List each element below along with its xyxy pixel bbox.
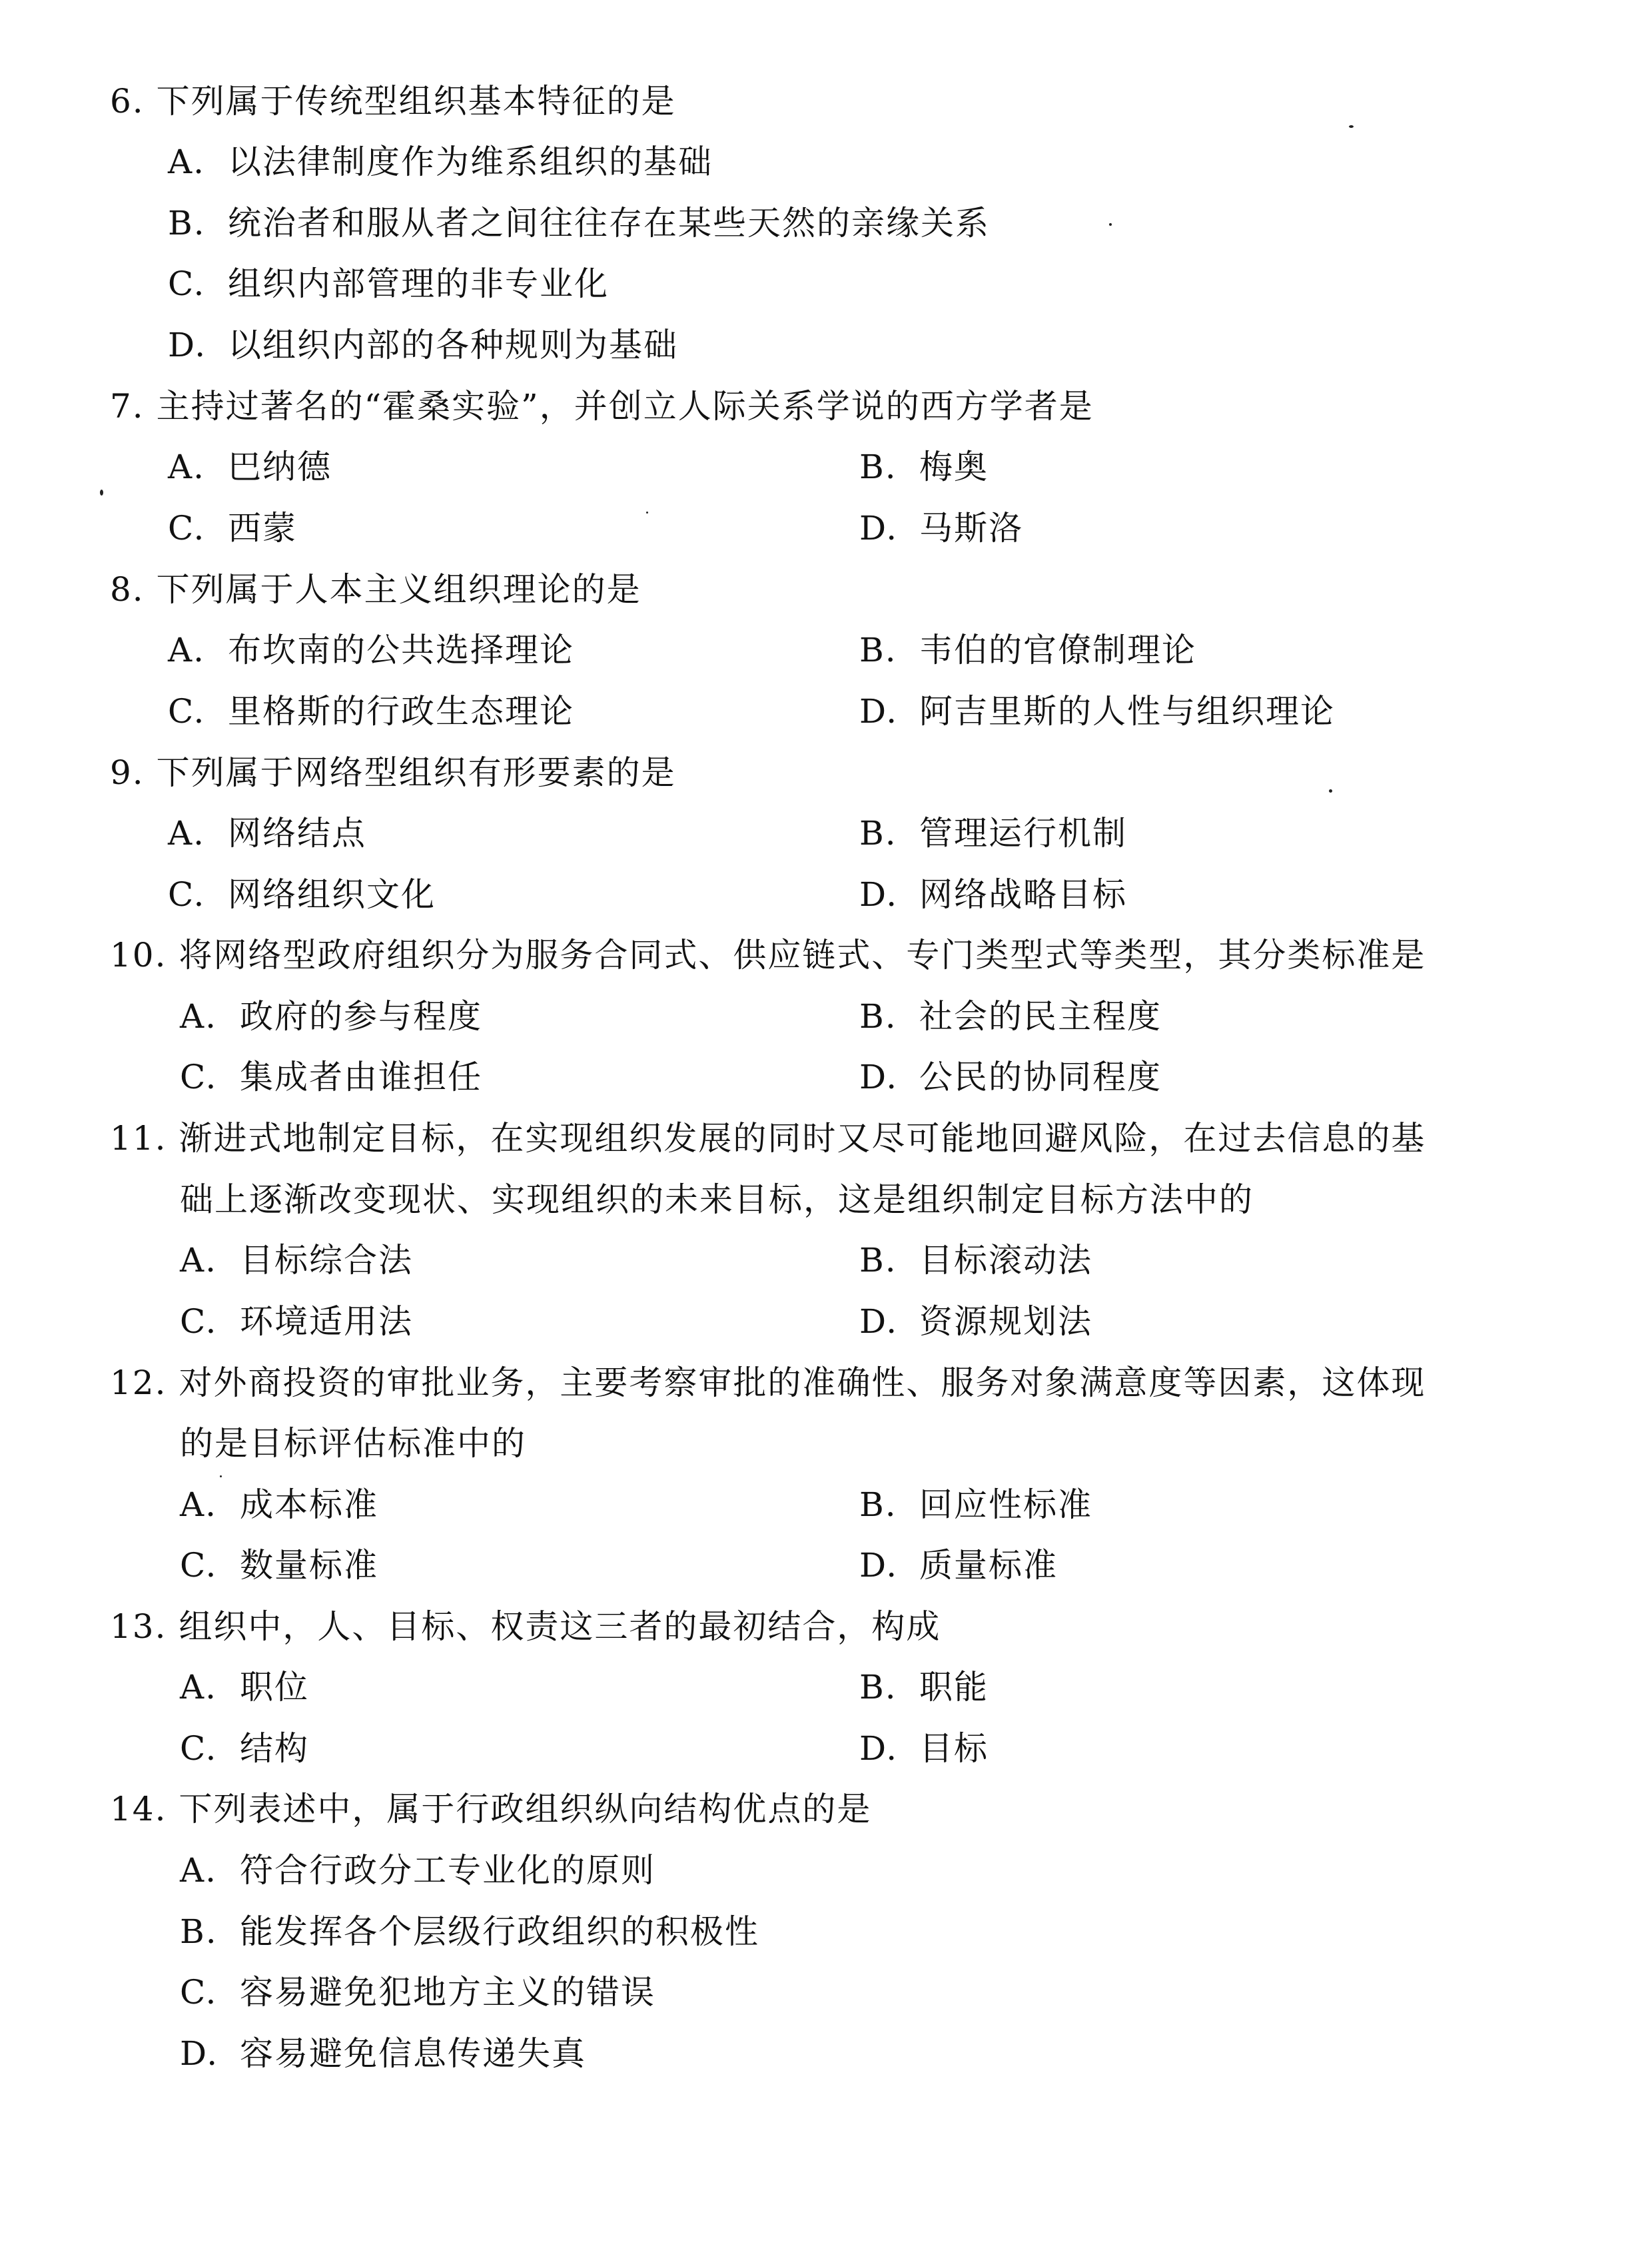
option-letter: B.	[859, 631, 897, 669]
option-letter: B.	[859, 448, 897, 486]
question-7-option-b	[859, 447, 989, 487]
option-text: 社会的民主程度	[919, 997, 1162, 1036]
question-13-option-b	[859, 1667, 989, 1707]
option-letter: A.	[168, 814, 206, 853]
option-text: 目标滚动法	[919, 1241, 1092, 1280]
option-text: 环境适用法	[240, 1302, 413, 1341]
option-letter: C.	[168, 692, 206, 731]
question-text: 下列属于传统型组织基本特征的是	[156, 82, 676, 121]
question-12-option-d	[859, 1545, 1058, 1585]
question-9-option-b	[859, 813, 1127, 853]
scan-speck	[1349, 125, 1354, 128]
option-letter: C.	[180, 1729, 218, 1768]
option-letter: D.	[180, 2034, 219, 2073]
question-8-option-b	[859, 630, 1196, 670]
question-text: 下列属于人本主义组织理论的是	[156, 570, 641, 609]
option-letter: A.	[180, 1851, 218, 1890]
question-number: 12.	[110, 1363, 167, 1402]
question-number: 6.	[110, 82, 145, 121]
question-9-option-a	[168, 813, 366, 853]
option-text: 符合行政分工专业化的原则	[240, 1851, 655, 1890]
option-letter: D.	[859, 1302, 899, 1341]
option-text: 阿吉里斯的人性与组织理论	[919, 692, 1335, 731]
option-letter: C.	[180, 1973, 218, 2012]
option-letter: A.	[180, 1485, 218, 1524]
question-11-stem	[110, 1118, 1426, 1158]
question-13-stem	[110, 1607, 941, 1647]
question-6-option-a	[168, 142, 713, 182]
option-letter: B.	[859, 1241, 897, 1280]
option-text: 以法律制度作为维系组织的基础	[228, 143, 713, 181]
question-11-option-a	[180, 1240, 413, 1280]
option-text: 职位	[240, 1668, 309, 1706]
question-12-option-c	[180, 1545, 378, 1585]
option-text: 数量标准	[240, 1546, 378, 1585]
question-7-option-d	[859, 508, 1023, 548]
question-10-option-a	[180, 996, 482, 1036]
option-letter: C.	[180, 1058, 218, 1096]
option-text: 里格斯的行政生态理论	[228, 692, 574, 731]
option-text: 韦伯的官僚制理论	[919, 631, 1196, 669]
question-text: 对外商投资的审批业务，主要考察审批的准确性、服务对象满意度等因素，这体现	[179, 1363, 1426, 1402]
question-12-option-b	[859, 1485, 1092, 1525]
question-number: 10.	[110, 936, 167, 974]
option-text: 马斯洛	[919, 509, 1023, 548]
option-text: 以组织内部的各种规则为基础	[228, 326, 678, 364]
option-text: 回应性标准	[919, 1485, 1092, 1524]
option-letter: D.	[859, 509, 899, 548]
question-9-option-d	[859, 875, 1127, 915]
question-number: 8.	[110, 570, 145, 609]
question-6-stem	[110, 81, 676, 121]
question-14-option-c	[180, 1972, 655, 2012]
question-11-stem-line-2	[180, 1180, 1254, 1220]
option-text: 网络组织文化	[228, 875, 436, 914]
option-letter: D.	[859, 1058, 899, 1096]
question-11-option-d	[859, 1302, 1092, 1341]
option-text: 质量标准	[919, 1546, 1058, 1585]
scan-speck	[1329, 789, 1332, 793]
option-letter: C.	[168, 875, 206, 914]
question-10-option-d	[859, 1057, 1162, 1097]
scan-speck	[220, 1475, 222, 1477]
option-letter: A.	[168, 143, 206, 181]
option-text: 布坎南的公共选择理论	[228, 631, 574, 669]
question-number: 11.	[110, 1119, 167, 1158]
option-text: 能发挥各个层级行政组织的积极性	[240, 1912, 759, 1951]
option-text: 网络战略目标	[919, 875, 1127, 914]
option-letter: B.	[168, 204, 206, 242]
option-letter: C.	[168, 264, 206, 303]
question-10-stem	[110, 935, 1426, 975]
option-letter: B.	[859, 814, 897, 853]
question-8-option-c	[168, 691, 574, 731]
question-8-option-a	[168, 630, 574, 670]
question-13-option-a	[180, 1667, 309, 1707]
option-text: 组织内部管理的非专业化	[228, 264, 609, 303]
question-6-option-b	[168, 203, 990, 243]
question-7-stem	[110, 386, 1094, 426]
option-text: 结构	[240, 1729, 309, 1768]
option-letter: D.	[859, 1729, 899, 1768]
option-text: 西蒙	[228, 509, 297, 548]
option-text: 巴纳德	[228, 448, 332, 486]
option-letter: A.	[168, 631, 206, 669]
option-letter: B.	[859, 1485, 897, 1524]
option-letter: C.	[180, 1302, 218, 1341]
option-text: 公民的协同程度	[919, 1058, 1162, 1096]
option-letter: A.	[168, 448, 206, 486]
question-text: 下列属于网络型组织有形要素的是	[156, 753, 676, 792]
option-text: 职能	[919, 1668, 989, 1706]
question-11-option-c	[180, 1302, 413, 1341]
question-text: 将网络型政府组织分为服务合同式、供应链式、专门类型式等类型，其分类标准是	[179, 936, 1426, 974]
question-7-option-c	[168, 508, 297, 548]
option-letter: D.	[859, 875, 899, 914]
question-text: 主持过著名的“霍桑实验”，并创立人际关系学说的西方学者是	[156, 387, 1094, 426]
question-7-option-a	[168, 447, 332, 487]
option-letter: D.	[168, 326, 207, 364]
option-text: 成本标准	[240, 1485, 378, 1524]
option-letter: B.	[859, 997, 897, 1036]
question-9-option-c	[168, 875, 436, 915]
option-text: 网络结点	[228, 814, 366, 853]
question-14-option-b	[180, 1912, 759, 1952]
question-6-option-c	[168, 264, 609, 304]
question-8-stem	[110, 569, 641, 609]
option-text: 容易避免信息传递失真	[240, 2034, 586, 2073]
scan-speck	[100, 490, 103, 496]
question-14-option-d	[180, 2034, 586, 2073]
question-6-option-d	[168, 325, 678, 365]
question-text: 渐进式地制定目标，在实现组织发展的同时又尽可能地回避风险，在过去信息的基	[179, 1119, 1426, 1158]
question-13-option-d	[859, 1728, 989, 1768]
question-number: 14.	[110, 1790, 167, 1828]
question-9-stem	[110, 753, 676, 793]
question-text: 的是目标评估标准中的	[180, 1424, 526, 1463]
question-text: 组织中，人、目标、权责这三者的最初结合，构成	[179, 1607, 941, 1646]
question-10-option-b	[859, 996, 1162, 1036]
question-14-stem	[110, 1789, 871, 1829]
option-text: 政府的参与程度	[240, 997, 482, 1036]
scan-speck	[646, 512, 648, 514]
option-letter: A.	[180, 1241, 218, 1280]
option-text: 目标综合法	[240, 1241, 413, 1280]
question-12-stem-line-2	[180, 1423, 526, 1463]
option-text: 管理运行机制	[919, 814, 1127, 853]
option-letter: B.	[180, 1912, 218, 1951]
option-text: 梅奥	[919, 448, 989, 486]
option-letter: B.	[859, 1668, 897, 1706]
option-letter: C.	[180, 1546, 218, 1585]
question-number: 7.	[110, 387, 145, 426]
option-text: 目标	[919, 1729, 989, 1768]
question-8-option-d	[859, 691, 1335, 731]
question-13-option-c	[180, 1728, 309, 1768]
option-text: 资源规划法	[919, 1302, 1092, 1341]
option-letter: D.	[859, 692, 899, 731]
question-number: 13.	[110, 1607, 167, 1646]
question-12-stem	[110, 1363, 1426, 1403]
option-letter: C.	[168, 509, 206, 548]
option-text: 集成者由谁担任	[240, 1058, 482, 1096]
question-text: 下列表述中，属于行政组织纵向结构优点的是	[179, 1790, 872, 1828]
option-letter: D.	[859, 1546, 899, 1585]
question-text: 础上逐渐改变现状、实现组织的未来目标，这是组织制定目标方法中的	[180, 1180, 1254, 1219]
scan-speck	[1109, 223, 1112, 226]
question-12-option-a	[180, 1485, 378, 1525]
question-number: 9.	[110, 753, 145, 792]
option-text: 统治者和服从者之间往往存在某些天然的亲缘关系	[228, 204, 990, 242]
option-text: 容易避免犯地方主义的错误	[240, 1973, 655, 2012]
option-letter: A.	[180, 997, 218, 1036]
question-14-option-a	[180, 1850, 655, 1890]
question-11-option-b	[859, 1240, 1092, 1280]
option-letter: A.	[180, 1668, 218, 1706]
question-10-option-c	[180, 1057, 482, 1097]
